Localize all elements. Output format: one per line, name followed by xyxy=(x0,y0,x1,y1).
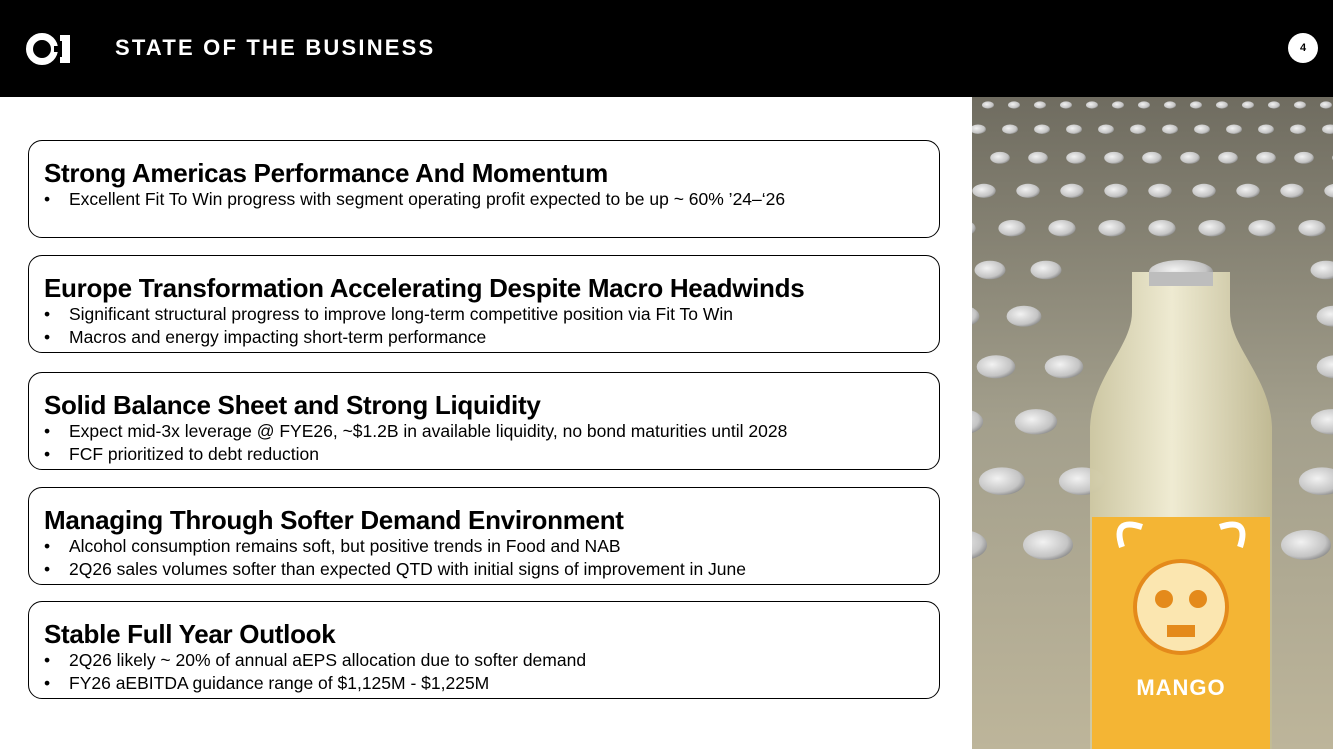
bottle-cap xyxy=(1268,101,1280,108)
bottle-cap xyxy=(1216,101,1228,108)
section-bullet: • FCF prioritized to debt reduction xyxy=(44,443,939,466)
bottle-cap xyxy=(1192,184,1215,198)
section-bullet: • 2Q26 sales volumes softer than expected QTD with initial signs of improvement in June xyxy=(44,558,939,581)
bottle-cap xyxy=(1226,124,1242,133)
bottle-cap xyxy=(1045,355,1084,378)
section-title: Solid Balance Sheet and Strong Liquidity xyxy=(44,390,541,420)
bottles-photo xyxy=(972,97,1333,749)
bottle-cap xyxy=(1048,220,1075,236)
bottle-cap xyxy=(1023,530,1073,560)
bottle-cap xyxy=(1130,124,1146,133)
bottle-cap xyxy=(1066,152,1086,164)
section-bullet: • Significant structural progress to improve long-term competitive position via Fit To Win xyxy=(44,303,939,326)
section-card-balance-sheet xyxy=(28,372,940,470)
section-title: Strong Americas Performance And Momentum xyxy=(44,158,608,188)
bottle-cap xyxy=(1112,101,1124,108)
section-card-outlook xyxy=(28,601,940,699)
bottle-cap xyxy=(1148,220,1175,236)
bottle-cap xyxy=(977,355,1016,378)
bottle-cap xyxy=(1066,124,1082,133)
bottle-cap xyxy=(1028,152,1048,164)
bottle-cap xyxy=(1256,152,1276,164)
bottle-cap xyxy=(1294,152,1314,164)
bottle-cap xyxy=(1242,101,1254,108)
bottle-cap xyxy=(1190,101,1202,108)
bottle-cap xyxy=(1290,124,1306,133)
bottle-cap xyxy=(998,220,1025,236)
o-i-logo-icon xyxy=(26,32,78,66)
bottle-cap xyxy=(982,101,994,108)
bottle-label-text: MANGO xyxy=(1136,675,1226,700)
section-bullet: • Alcohol consumption remains soft, but positive trends in Food and NAB xyxy=(44,535,939,558)
bottle-cap xyxy=(979,467,1025,495)
bottle-cap xyxy=(1294,101,1306,108)
bottle-cap xyxy=(972,184,995,198)
section-card-demand xyxy=(28,487,940,585)
bottle-cap xyxy=(1198,220,1225,236)
bottle-cap xyxy=(1148,184,1171,198)
section-bullet: • Excellent Fit To Win progress with segment operating profit expected to be up ~ 60% ’24–‘26 xyxy=(44,188,939,211)
bottle-cap xyxy=(975,261,1006,280)
bottle-cap xyxy=(1104,152,1124,164)
bottle-cap xyxy=(1060,184,1083,198)
bottle-cap xyxy=(1034,101,1046,108)
bottle-cap xyxy=(1298,220,1325,236)
bottles-illustration xyxy=(972,97,1333,749)
bottle-cap xyxy=(1164,101,1176,108)
bottle-cap xyxy=(1034,124,1050,133)
section-title: Europe Transformation Accelerating Despite Macro Headwinds xyxy=(44,273,805,303)
bottle-cap xyxy=(1194,124,1210,133)
bottle-cap xyxy=(1162,124,1178,133)
bottle-cap xyxy=(1098,124,1114,133)
bottle-cap xyxy=(1016,184,1039,198)
bottle-cap xyxy=(1180,152,1200,164)
page-title: STATE OF THE BUSINESS xyxy=(115,35,436,60)
bottle-cap xyxy=(1248,220,1275,236)
bottle-cap xyxy=(1060,101,1072,108)
bottle-cap xyxy=(1218,152,1238,164)
bottle-cap xyxy=(1142,152,1162,164)
section-title: Managing Through Softer Demand Environment xyxy=(44,505,624,535)
bottle-cap xyxy=(1104,184,1127,198)
header-bar xyxy=(0,0,1333,97)
section-title: Stable Full Year Outlook xyxy=(44,619,336,649)
section-bullet: • Expect mid-3x leverage @ FYE26, ~$1.2B in available liquidity, no bond maturities until 2028 xyxy=(44,420,939,443)
bottle-cap xyxy=(1320,101,1332,108)
bottle-cap xyxy=(1015,409,1057,434)
page-number-badge: 4 xyxy=(1288,33,1318,63)
bottle-cap xyxy=(990,152,1010,164)
section-bullet: • FY26 aEBITDA guidance range of $1,125M - $1,225M xyxy=(44,672,939,695)
bottle-cap xyxy=(1280,184,1303,198)
bottle-cap xyxy=(1281,530,1331,560)
bottle-cap xyxy=(1031,261,1062,280)
section-bullet: • Macros and energy impacting short-term performance xyxy=(44,326,939,349)
bottle-cap xyxy=(1138,101,1150,108)
bottle-cap xyxy=(1008,101,1020,108)
section-card-europe xyxy=(28,255,940,353)
bottle-cap xyxy=(1002,124,1018,133)
bottle-cap xyxy=(1007,306,1042,327)
section-bullet: • 2Q26 likely ~ 20% of annual aEPS allocation due to softer demand xyxy=(44,649,939,672)
bottle-cap xyxy=(1258,124,1274,133)
section-card-americas xyxy=(28,140,940,238)
bottle-cap xyxy=(1098,220,1125,236)
bottle-cap xyxy=(1236,184,1259,198)
bottle-cap xyxy=(1086,101,1098,108)
